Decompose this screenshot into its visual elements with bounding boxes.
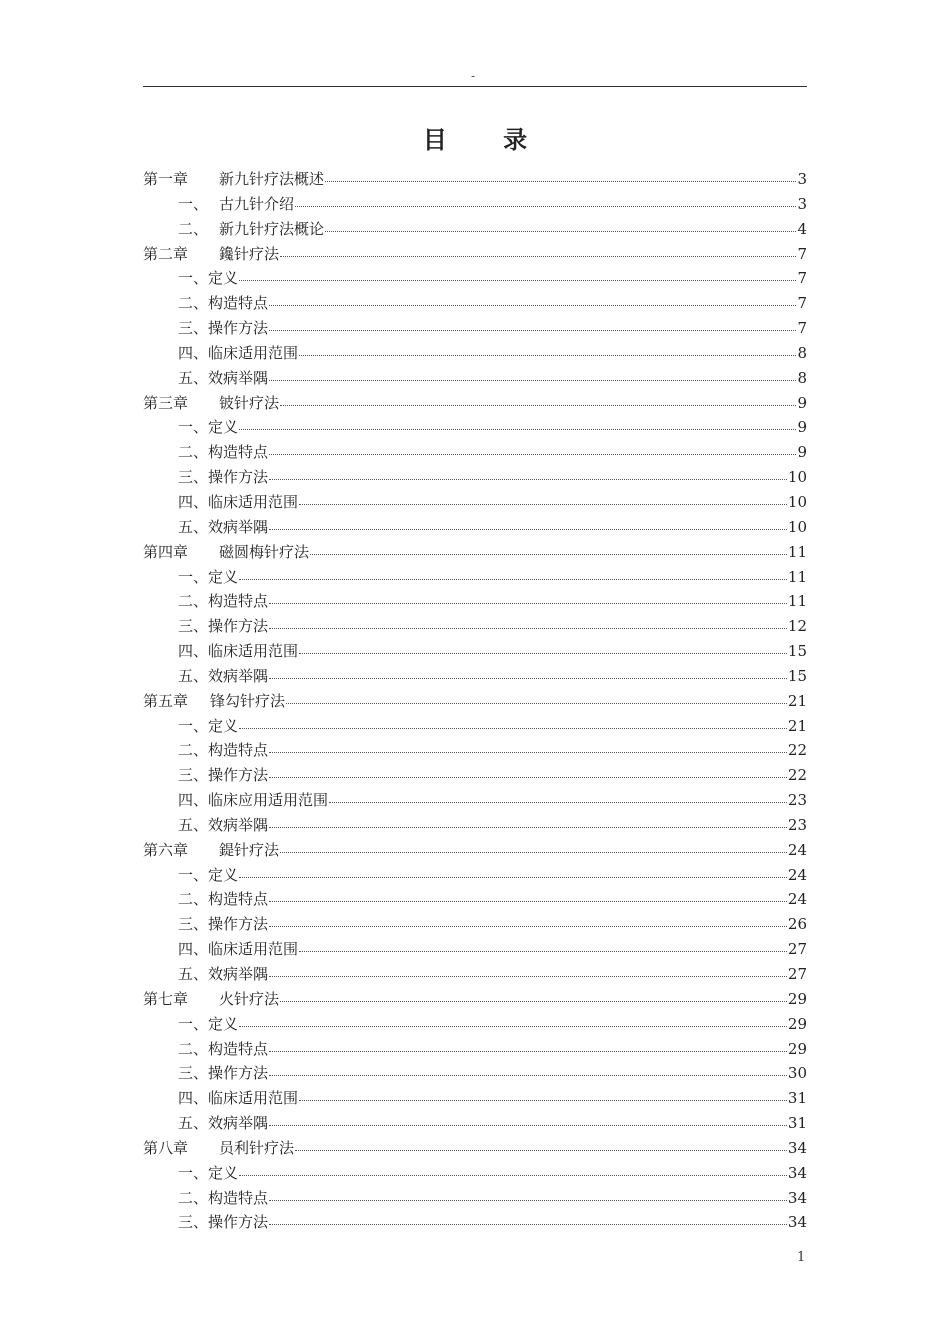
toc-dot-leader [269,900,787,902]
toc-entry-page: 34 [787,1213,807,1232]
toc-entry-title: 定义 [208,418,239,437]
toc-title: 目 录 [422,125,552,154]
toc-entry-page: 8 [797,343,807,362]
toc-entry-title: 定义 [208,716,239,735]
toc-section-entry[interactable] [143,738,807,763]
toc-entry-title: 定义 [208,567,239,586]
toc-entry-prefix: 五、 [178,965,209,983]
toc-dot-leader [295,205,796,207]
toc-dot-leader [269,677,787,679]
toc-entry-title: 构造特点 [208,890,269,909]
toc-dot-leader [239,1025,787,1027]
toc-entry-title: 定义 [208,269,239,288]
toc-entry-prefix: 三、 [178,915,209,934]
toc-entry-page: 22 [787,741,807,760]
toc-dot-leader [299,354,796,356]
toc-entry-page: 29 [787,989,807,1008]
page-number: 1 [797,1250,806,1265]
toc-entry-title: 定义 [208,865,239,884]
header-rule [143,86,807,87]
toc-entry-title: 效病举隅 [208,517,269,536]
toc-list [143,167,807,1235]
toc-entry-page: 30 [787,1064,807,1083]
toc-section-entry[interactable] [143,788,807,813]
toc-entry-prefix: 第四章 [143,542,189,561]
toc-entry-page: 11 [787,592,807,611]
toc-entry-prefix: 第二章 [143,244,189,263]
toc-dot-leader [269,329,796,331]
toc-dot-leader [239,428,796,430]
toc-entry-page: 8 [797,368,807,387]
toc-entry-prefix: 三、 [178,1064,209,1083]
toc-entry-page: 7 [797,244,807,263]
toc-entry-prefix: 一、 [178,269,209,288]
toc-entry-title: 员利针疗法 [219,1138,295,1157]
toc-entry-title: 构造特点 [208,294,269,313]
toc-entry-prefix: 三、 [178,1213,209,1232]
toc-entry-title: 效病举隅 [208,368,269,387]
toc-entry-title: 效病举隅 [208,965,269,983]
toc-entry-page: 24 [787,865,807,884]
toc-section-entry[interactable] [143,266,807,291]
toc-dot-leader [310,553,787,555]
toc-section-entry[interactable] [143,341,807,366]
toc-entry-title: 构造特点 [208,592,269,611]
toc-entry-title: 定义 [208,1014,239,1033]
toc-entry-title: 火针疗法 [219,989,280,1008]
toc-entry-prefix: 第八章 [143,1138,189,1157]
toc-entry-page: 10 [787,492,807,511]
toc-entry-page: 11 [787,542,807,561]
toc-entry-title: 铍针疗法 [219,393,280,412]
toc-entry-prefix: 第五章 [143,691,189,710]
toc-dot-leader [239,1174,787,1176]
toc-entry-page: 23 [787,815,807,834]
toc-dot-leader [269,478,787,480]
toc-section-entry[interactable] [143,912,807,937]
toc-dot-leader [299,503,787,505]
toc-section-entry[interactable] [143,490,807,515]
toc-entry-title: 操作方法 [208,468,269,487]
toc-entry-prefix: 五、 [178,666,209,685]
toc-entry-page: 3 [797,194,807,213]
toc-entry-title: 新九针疗法概述 [219,170,325,188]
toc-entry-page: 9 [797,393,807,412]
toc-entry-title: 临床适用范围 [208,1089,299,1108]
toc-section-entry[interactable] [143,465,807,490]
toc-entry-prefix: 四、 [178,940,209,959]
toc-dot-leader [269,925,787,927]
toc-entry-page: 7 [797,319,807,338]
toc-section-entry[interactable] [143,192,807,217]
toc-entry-prefix: 二、 [178,1039,209,1058]
toc-entry-title: 效病举隅 [208,815,269,834]
toc-dot-leader [280,1000,787,1002]
toc-dot-leader [269,453,796,455]
toc-dot-leader [269,975,787,977]
toc-dot-leader [280,851,787,853]
toc-entry-title: 构造特点 [208,1039,269,1058]
toc-section-entry[interactable] [143,1037,807,1062]
toc-entry-page: 10 [787,468,807,487]
toc-entry-page: 21 [787,716,807,735]
toc-entry-title: 操作方法 [208,319,269,338]
toc-entry-title: 鍉针疗法 [219,840,280,859]
toc-dot-leader [269,1050,787,1052]
toc-entry-page: 15 [787,642,807,661]
toc-entry-title: 操作方法 [208,617,269,636]
toc-entry-prefix: 四、 [178,492,209,511]
toc-section-entry[interactable] [143,1061,807,1086]
toc-entry-page: 4 [797,219,807,238]
toc-section-entry[interactable] [143,962,807,987]
toc-entry-page: 3 [797,170,807,188]
toc-entry-title: 构造特点 [208,741,269,760]
toc-section-entry[interactable] [143,887,807,912]
toc-dot-leader [325,230,796,232]
toc-entry-title: 操作方法 [208,1064,269,1083]
toc-dot-leader [269,1124,787,1126]
toc-section-entry[interactable] [143,515,807,540]
toc-dot-leader [239,727,787,729]
toc-dot-leader [299,950,787,952]
toc-entry-prefix: 第一章 [143,170,189,188]
toc-section-entry[interactable] [143,1012,807,1037]
toc-dot-leader [239,578,787,580]
toc-entry-title: 临床适用范围 [208,642,299,661]
toc-section-entry[interactable] [143,589,807,614]
toc-entry-prefix: 一、 [178,418,209,437]
toc-entry-prefix: 三、 [178,766,209,785]
toc-entry-page: 34 [787,1163,807,1182]
toc-entry-prefix: 五、 [178,1114,209,1133]
toc-section-entry[interactable] [143,1111,807,1136]
toc-entry-prefix: 五、 [178,517,209,536]
toc-entry-prefix: 第三章 [143,393,189,412]
toc-section-entry[interactable] [143,1086,807,1111]
toc-dot-leader [299,652,787,654]
toc-dot-leader [269,776,787,778]
toc-entry-title: 新九针疗法概论 [219,219,325,238]
toc-entry-title: 定义 [208,1163,239,1182]
toc-chapter-entry[interactable] [143,1136,807,1161]
toc-entry-prefix: 四、 [178,791,209,810]
toc-dot-leader [299,1099,787,1101]
toc-entry-prefix: 二、 [178,741,209,760]
toc-entry-page: 29 [787,1039,807,1058]
toc-section-entry[interactable] [143,714,807,739]
toc-section-entry[interactable] [143,1186,807,1211]
toc-entry-prefix: 三、 [178,468,209,487]
toc-entry-prefix: 第七章 [143,989,189,1008]
toc-entry-page: 31 [787,1114,807,1133]
toc-dot-leader [269,1199,787,1201]
toc-section-entry[interactable] [143,316,807,341]
toc-section-entry[interactable] [143,217,807,242]
toc-entry-title: 临床应用适用范围 [208,791,329,810]
toc-entry-prefix: 四、 [178,1089,209,1108]
toc-chapter-entry[interactable] [143,540,807,565]
toc-entry-title: 操作方法 [208,915,269,934]
toc-entry-prefix: 四、 [178,343,209,362]
toc-section-entry[interactable] [143,440,807,465]
toc-entry-page: 24 [787,890,807,909]
toc-dot-leader [269,379,796,381]
toc-dot-leader [280,404,796,406]
toc-section-entry[interactable] [143,763,807,788]
toc-chapter-entry[interactable] [143,838,807,863]
toc-section-entry[interactable] [143,614,807,639]
toc-entry-page: 26 [787,915,807,934]
toc-dot-leader [286,702,787,704]
toc-entry-page: 22 [787,766,807,785]
toc-entry-page: 34 [787,1138,807,1157]
toc-dot-leader [269,627,787,629]
toc-entry-title: 临床适用范围 [208,492,299,511]
toc-entry-prefix: 二、 [178,890,209,909]
toc-section-entry[interactable] [143,813,807,838]
toc-entry-prefix: 一、 [178,716,209,735]
toc-entry-page: 9 [797,418,807,437]
toc-section-entry[interactable] [143,1210,807,1235]
toc-dot-leader [269,1223,787,1225]
toc-entry-title: 磁圆梅针疗法 [219,542,310,561]
toc-entry-page: 11 [787,567,807,586]
toc-entry-page: 29 [787,1014,807,1033]
toc-section-entry[interactable] [143,366,807,391]
toc-chapter-entry[interactable] [143,167,807,192]
toc-entry-prefix: 一、 [178,194,209,213]
toc-dot-leader [325,180,796,182]
toc-entry-prefix: 一、 [178,865,209,884]
toc-entry-page: 10 [787,517,807,536]
toc-entry-prefix: 三、 [178,617,209,636]
toc-entry-prefix: 二、 [178,592,209,611]
toc-section-entry[interactable] [143,639,807,664]
toc-entry-title: 操作方法 [208,766,269,785]
toc-section-entry[interactable] [143,291,807,316]
toc-entry-prefix: 一、 [178,567,209,586]
toc-chapter-entry[interactable] [143,242,807,267]
toc-entry-prefix: 五、 [178,815,209,834]
toc-entry-title: 操作方法 [208,1213,269,1232]
toc-entry-prefix: 第六章 [143,840,189,859]
toc-entry-prefix: 四、 [178,642,209,661]
toc-section-entry[interactable] [143,1161,807,1186]
toc-dot-leader [269,528,787,530]
toc-dot-leader [280,255,796,257]
toc-entry-prefix: 一、 [178,1163,209,1182]
toc-entry-page: 23 [787,791,807,810]
toc-dot-leader [269,826,787,828]
toc-dot-leader [239,279,796,281]
toc-entry-title: 效病举隅 [208,1114,269,1133]
toc-entry-page: 27 [787,940,807,959]
toc-dot-leader [239,876,787,878]
toc-dot-leader [269,751,787,753]
toc-entry-prefix: 五、 [178,368,209,387]
toc-entry-prefix: 三、 [178,319,209,338]
toc-dot-leader [269,602,787,604]
toc-entry-title: 锋勾针疗法 [210,691,286,710]
toc-entry-prefix: 二、 [178,219,209,238]
toc-entry-page: 31 [787,1089,807,1108]
toc-entry-page: 7 [797,294,807,313]
toc-entry-page: 7 [797,269,807,288]
toc-entry-title: 构造特点 [208,1188,269,1207]
toc-entry-page: 21 [787,691,807,710]
toc-section-entry[interactable] [143,565,807,590]
toc-chapter-entry[interactable] [143,689,807,714]
toc-entry-title: 鑱针疗法 [219,244,280,263]
toc-entry-prefix: 二、 [178,1188,209,1207]
toc-entry-page: 15 [787,666,807,685]
toc-chapter-entry[interactable] [143,987,807,1012]
toc-entry-title: 构造特点 [208,443,269,462]
toc-dot-leader [269,1074,787,1076]
toc-entry-page: 27 [787,965,807,983]
toc-entry-title: 古九针介绍 [219,194,295,213]
toc-entry-title: 临床适用范围 [208,940,299,959]
toc-entry-title: 效病举隅 [208,666,269,685]
toc-entry-page: 12 [787,617,807,636]
toc-dot-leader [269,304,796,306]
header-mark: - [471,69,476,83]
toc-entry-prefix: 二、 [178,294,209,313]
toc-entry-page: 34 [787,1188,807,1207]
toc-entry-prefix: 二、 [178,443,209,462]
toc-entry-title: 临床适用范围 [208,343,299,362]
toc-section-entry[interactable] [143,664,807,689]
toc-section-entry[interactable] [143,415,807,440]
toc-chapter-entry[interactable] [143,391,807,416]
toc-entry-page: 24 [787,840,807,859]
toc-section-entry[interactable] [143,863,807,888]
toc-entry-prefix: 一、 [178,1014,209,1033]
toc-dot-leader [329,801,787,803]
toc-dot-leader [295,1149,787,1151]
toc-section-entry[interactable] [143,937,807,962]
toc-entry-page: 9 [797,443,807,462]
